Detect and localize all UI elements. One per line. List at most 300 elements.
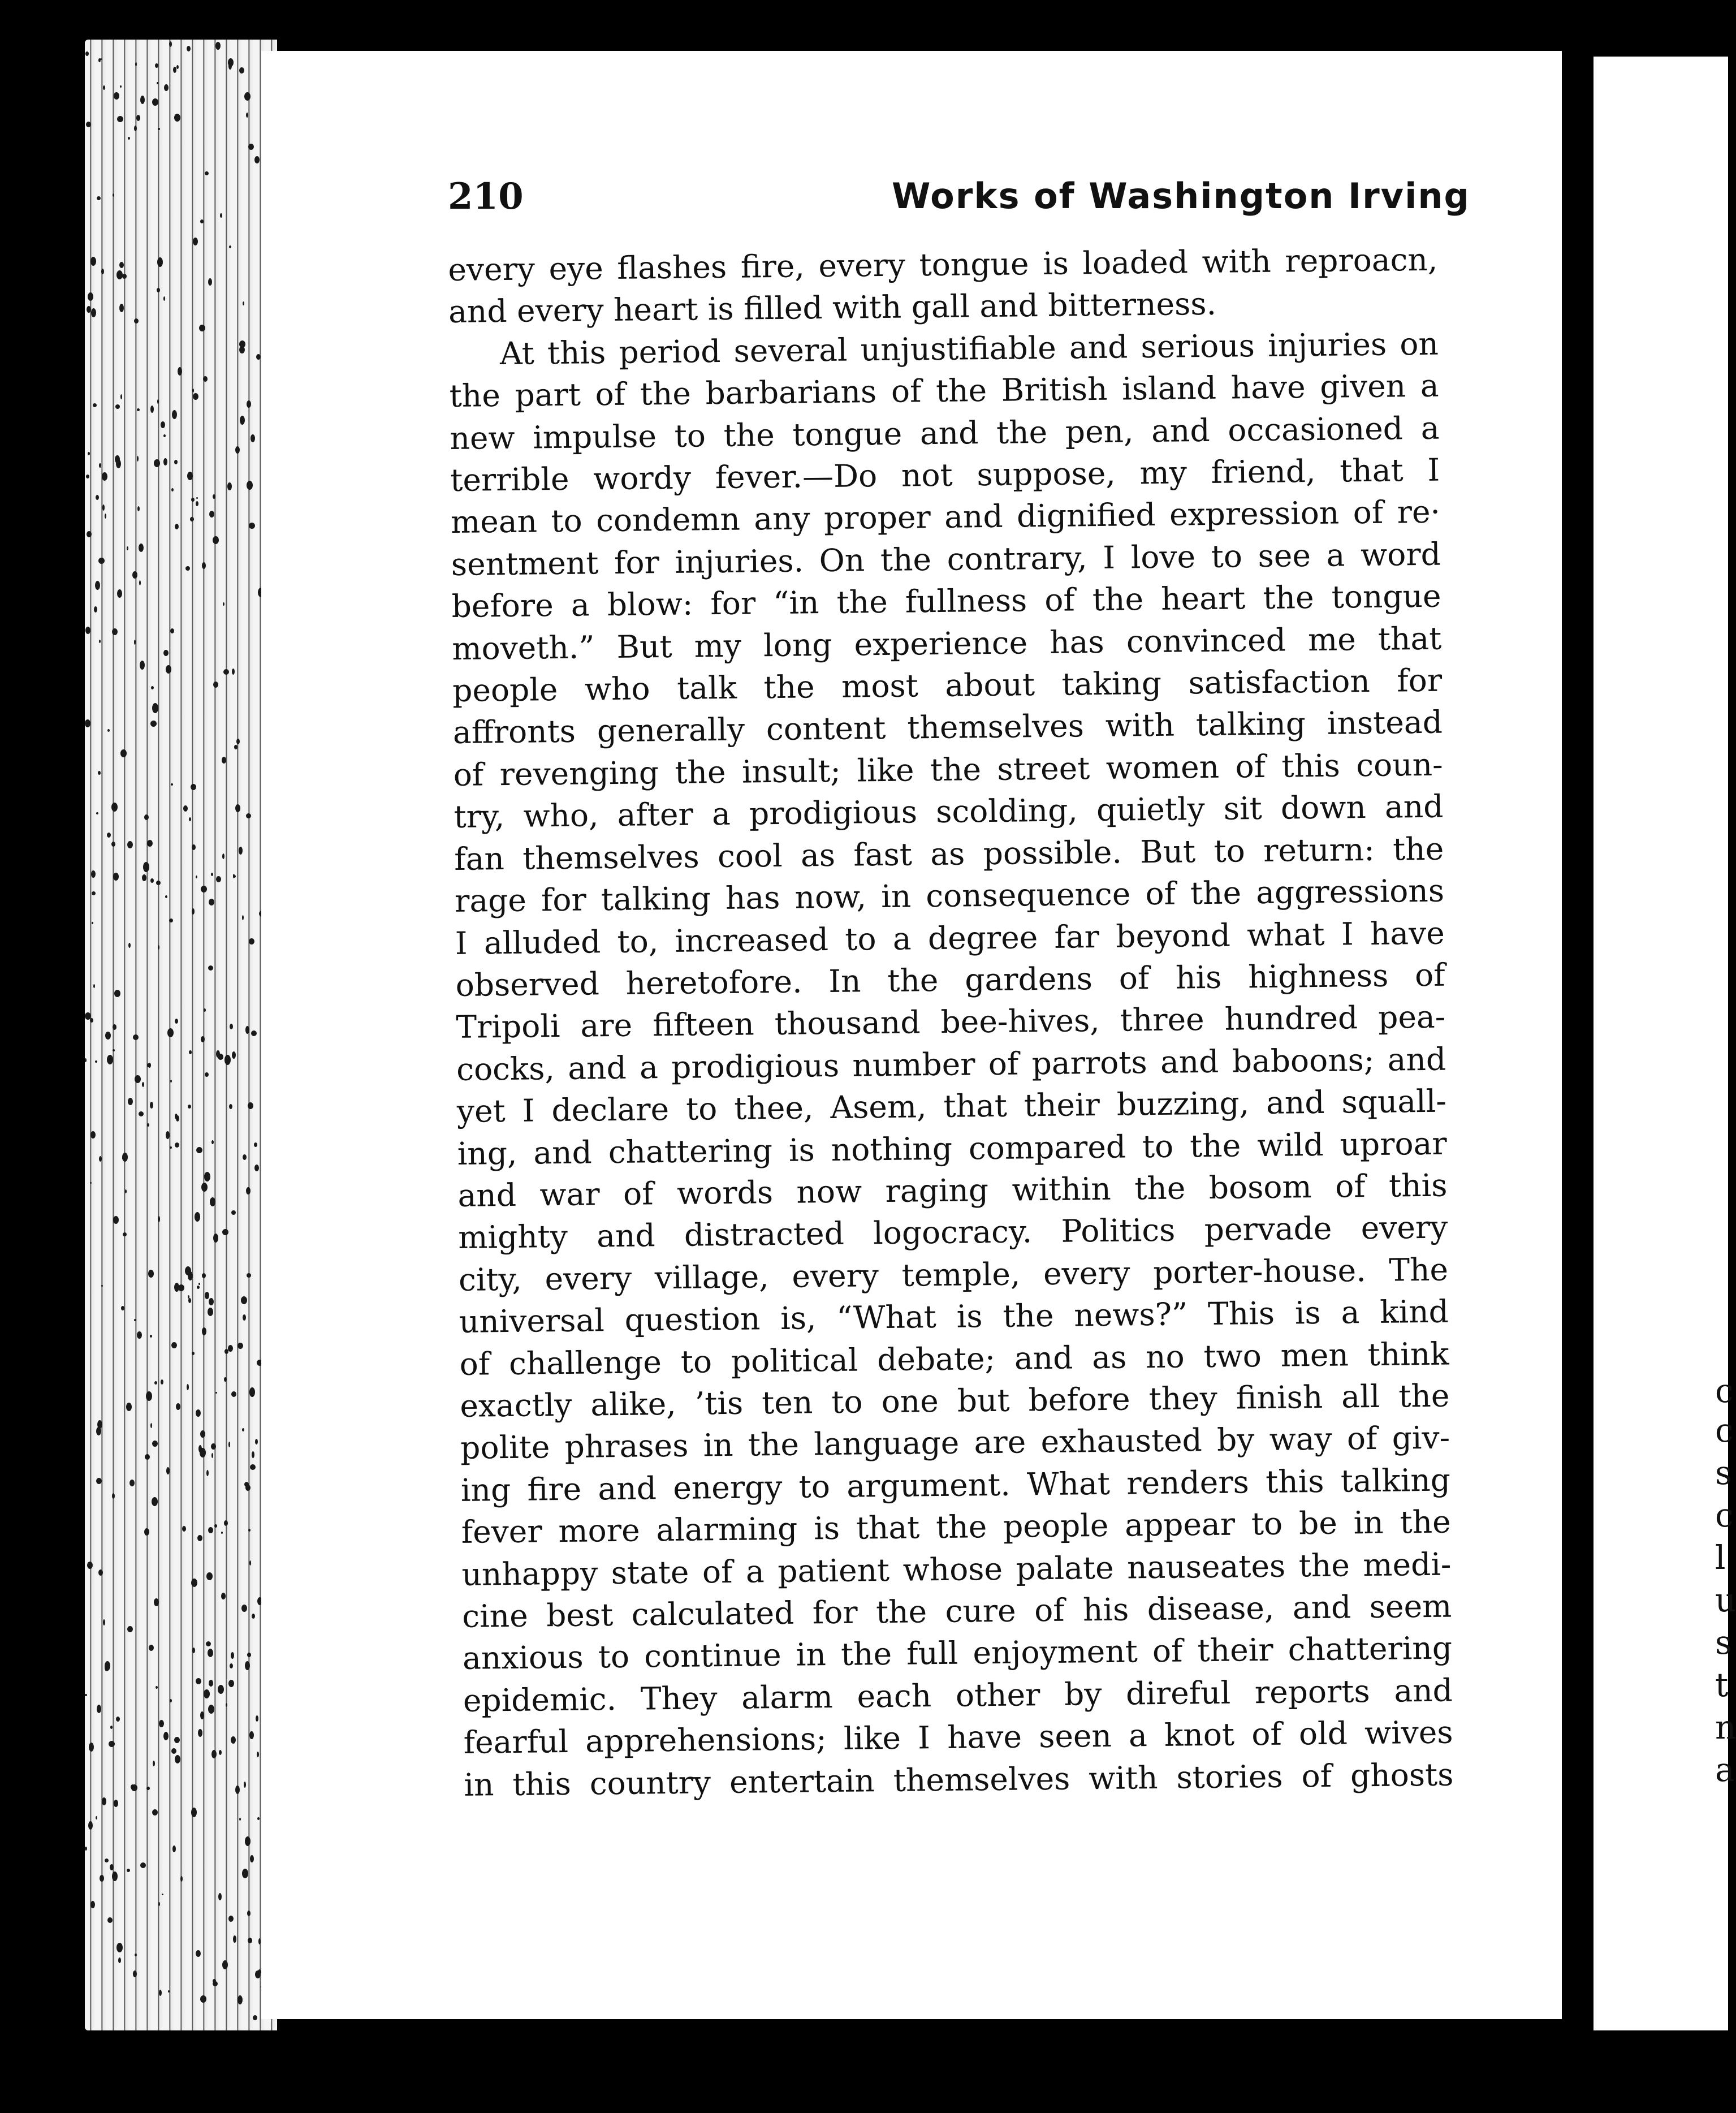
- edge-speck: [152, 703, 158, 713]
- edge-speck: [157, 257, 163, 267]
- edge-speck: [144, 1528, 149, 1536]
- edge-speck: [208, 278, 212, 286]
- edge-speck: [187, 46, 191, 51]
- text-line: fever more alarming is that the people appear to be in the: [461, 1503, 1452, 1551]
- edge-speck: [247, 1273, 251, 1278]
- edge-speck: [258, 1938, 261, 1944]
- edge-speck: [183, 805, 188, 812]
- edge-speck: [88, 1821, 93, 1830]
- edge-speck: [166, 1131, 170, 1139]
- edge-speck: [137, 506, 140, 511]
- edge-speck: [112, 628, 118, 635]
- page-edges: [85, 40, 277, 2030]
- edge-speck: [242, 1428, 244, 1431]
- edge-speck: [99, 640, 101, 643]
- edge-speck: [134, 318, 139, 324]
- edge-speck: [223, 602, 224, 606]
- edge-speck: [140, 1862, 146, 1868]
- edge-speck: [134, 126, 137, 131]
- edge-speck: [220, 213, 222, 218]
- edge-speck: [127, 1626, 133, 1632]
- edge-speck: [249, 1731, 254, 1739]
- edge-speck: [171, 783, 173, 786]
- text-line: ing fire and energy to argument. What renders this talking: [460, 1461, 1451, 1508]
- edge-speck: [222, 1960, 228, 1969]
- edge-speck: [224, 1349, 228, 1354]
- edge-speck: [163, 458, 167, 465]
- text-line: yet I declare to thee, Asem, that their buzzing, and squall-: [456, 1083, 1447, 1130]
- edge-speck: [248, 1102, 253, 1109]
- edge-speck: [166, 665, 171, 674]
- edge-speck: [242, 1869, 248, 1878]
- edge-speck: [155, 63, 158, 68]
- edge-speck: [243, 1314, 246, 1321]
- text-line: mean to condemn any proper and dignified expression of re·: [450, 494, 1441, 541]
- edge-speck: [231, 1210, 236, 1215]
- text-line: moveth.” But my long experience has convinced me that: [452, 620, 1442, 667]
- edge-speck: [246, 113, 248, 118]
- edge-speck: [171, 1342, 177, 1348]
- edge-speck: [191, 498, 195, 502]
- edge-speck: [246, 813, 251, 818]
- facing-page-edge: [1594, 57, 1736, 2030]
- text-line: Tripoli are fifteen thousand bee-hives, three hundred pea-: [456, 998, 1446, 1046]
- text-line: I alluded to, increased to a degree far beyond what I have: [455, 915, 1445, 961]
- edge-speck: [248, 144, 254, 150]
- edge-speck: [118, 1957, 121, 1963]
- edge-speck: [99, 463, 101, 468]
- edge-speck: [147, 1063, 150, 1067]
- edge-speck: [174, 460, 178, 464]
- edge-speck: [102, 472, 107, 481]
- edge-speck: [251, 434, 255, 442]
- edge-speck: [209, 1298, 214, 1305]
- text-line: ing, and chattering is nothing compared to the wild uproar: [457, 1125, 1447, 1172]
- edge-speck: [122, 1153, 128, 1162]
- facing-page-fragment: n: [1715, 1708, 1736, 1747]
- facing-page-fragment: l: [1715, 1538, 1726, 1577]
- edge-speck: [175, 1019, 178, 1024]
- edge-speck: [145, 1454, 150, 1460]
- edge-speck: [191, 1579, 197, 1587]
- edge-speck: [98, 558, 105, 564]
- text-line: the part of the barbarians of the British island have given a: [449, 367, 1439, 415]
- text-line: terrible wordy fever.—Do not suppose, my friend, that I: [450, 451, 1440, 499]
- edge-speck: [117, 589, 122, 598]
- edge-speck: [211, 1443, 216, 1450]
- edge-speck: [192, 908, 195, 915]
- edge-speck: [170, 628, 174, 633]
- edge-speck: [204, 1689, 210, 1698]
- edge-speck: [169, 918, 173, 922]
- edge-speck: [224, 1520, 228, 1526]
- text-line: try, who, after a prodigious scolding, quietly sit down and: [454, 788, 1444, 835]
- edge-speck: [241, 1605, 247, 1612]
- edge-speck: [93, 984, 95, 988]
- edge-speck: [249, 1387, 255, 1397]
- edge-speck: [176, 65, 179, 69]
- edge-speck: [196, 1409, 201, 1417]
- edge-speck: [200, 1995, 206, 2003]
- edge-speck: [196, 1147, 202, 1153]
- edge-speck: [209, 511, 214, 518]
- edge-speck: [85, 1694, 87, 1696]
- edge-speck: [235, 446, 240, 454]
- edge-speck: [122, 274, 127, 279]
- edge-speck: [237, 1343, 243, 1349]
- edge-speck: [223, 669, 229, 675]
- edge-speck: [90, 1901, 95, 1908]
- text-line: observed heretofore. In the gardens of his highness of: [455, 956, 1445, 1003]
- edge-speck: [191, 784, 196, 790]
- edge-speck: [206, 1470, 209, 1476]
- edge-speck: [208, 1705, 214, 1714]
- edge-speck: [215, 42, 221, 50]
- edge-speck: [92, 891, 96, 895]
- edge-speck: [105, 1664, 109, 1671]
- edge-speck: [247, 481, 253, 490]
- edge-speck: [159, 1990, 162, 1996]
- text-line: exactly alike, ’tis ten to one but before they finish all the: [460, 1377, 1450, 1424]
- edge-speck: [119, 262, 124, 268]
- edge-speck: [128, 137, 130, 140]
- edge-speck: [196, 1678, 201, 1684]
- edge-speck: [228, 1442, 230, 1447]
- edge-speck: [113, 1049, 115, 1051]
- edge-speck: [98, 58, 101, 62]
- edge-speck: [210, 1197, 215, 1206]
- edge-speck: [250, 1464, 256, 1470]
- edge-speck: [129, 1480, 135, 1486]
- edge-speck: [229, 1104, 232, 1109]
- edge-speck: [193, 238, 198, 245]
- facing-page-fragment: s: [1715, 1454, 1732, 1492]
- facing-page-fragment: c: [1715, 1411, 1734, 1450]
- edge-speck: [101, 1285, 103, 1287]
- text-line: of revenging the insult; like the street women of this coun-: [453, 746, 1443, 793]
- edge-speck: [174, 1737, 180, 1743]
- edge-speck: [114, 990, 120, 997]
- edge-speck: [187, 1384, 189, 1390]
- text-line: fan themselves cool as fast as possible. But to return: the: [454, 830, 1444, 877]
- edge-speck: [134, 1319, 136, 1321]
- edge-speck: [211, 1750, 217, 1758]
- edge-speck: [239, 847, 243, 855]
- edge-speck: [188, 1105, 191, 1109]
- edge-speck: [162, 1894, 163, 1895]
- edge-speck: [196, 501, 198, 506]
- edge-speck: [241, 1296, 247, 1304]
- edge-speck: [93, 403, 97, 407]
- edge-speck: [222, 1229, 228, 1235]
- edge-speck: [116, 1717, 120, 1722]
- edge-speck: [173, 67, 176, 73]
- edge-speck: [208, 1527, 213, 1533]
- edge-speck: [254, 1165, 259, 1171]
- edge-speck: [120, 749, 127, 757]
- text-line: of challenge to political debate; and as no two men think: [459, 1335, 1449, 1382]
- edge-speck: [237, 1995, 243, 2004]
- edge-speck: [158, 128, 160, 130]
- edge-speck: [144, 814, 149, 820]
- edge-speck: [218, 1054, 223, 1060]
- edge-speck: [97, 1705, 101, 1713]
- edge-speck: [204, 1008, 206, 1012]
- text-line: before a blow: for “in the fullness of the heart the tongue: [451, 577, 1441, 625]
- running-title: Works of Washington Irving: [892, 175, 1470, 217]
- edge-speck: [142, 1082, 144, 1087]
- edge-speck: [214, 1524, 217, 1528]
- edge-speck: [132, 571, 137, 579]
- edge-speck: [203, 376, 208, 382]
- edge-speck: [163, 650, 169, 656]
- edge-speck: [115, 455, 120, 463]
- page-number: 210: [448, 175, 524, 218]
- edge-speck: [137, 456, 139, 462]
- edge-speck: [200, 1711, 204, 1719]
- edge-speck: [192, 389, 194, 393]
- edge-speck: [98, 771, 101, 775]
- edge-speck: [224, 1377, 227, 1382]
- edge-speck: [208, 965, 213, 971]
- edge-speck: [121, 1306, 124, 1310]
- edge-speck: [248, 1938, 252, 1943]
- edge-speck: [213, 1979, 216, 1983]
- edge-speck: [188, 1295, 189, 1299]
- edge-speck: [97, 196, 101, 200]
- edge-speck: [245, 1485, 251, 1491]
- edge-speck: [172, 410, 177, 419]
- edge-speck: [96, 1427, 101, 1435]
- edge-speck: [229, 245, 231, 248]
- edge-speck: [256, 1715, 258, 1722]
- text-line: fearful apprehensions; like I have seen a knot of old wives: [463, 1714, 1453, 1761]
- text-line: and war of words now raging within the bosom of this: [457, 1167, 1448, 1214]
- edge-speck: [154, 459, 160, 467]
- edge-speck: [148, 1270, 154, 1278]
- edge-speck: [134, 640, 136, 645]
- edge-speck: [152, 1809, 158, 1816]
- edge-speck: [107, 1917, 113, 1923]
- edge-speck: [228, 58, 234, 67]
- edge-speck: [88, 452, 90, 455]
- edge-speck: [248, 1529, 251, 1532]
- edge-speck: [127, 1869, 130, 1872]
- text-line: epidemic. They alarm each other by direful reports and: [463, 1672, 1453, 1719]
- edge-speck: [231, 1736, 236, 1744]
- edge-speck: [233, 1935, 236, 1943]
- edge-speck: [196, 1950, 201, 1957]
- edge-speck: [209, 899, 214, 905]
- edge-speck: [112, 1493, 115, 1499]
- edge-speck: [105, 1858, 109, 1862]
- edge-speck: [113, 1216, 119, 1224]
- edge-speck: [243, 301, 244, 305]
- edge-speck: [150, 406, 154, 413]
- text-line: new impulse to the tongue and the pen, and occasioned a: [450, 409, 1440, 456]
- edge-speck: [206, 1572, 213, 1580]
- edge-speck: [221, 1532, 223, 1534]
- edge-speck: [157, 82, 158, 84]
- edge-speck: [235, 1786, 240, 1794]
- edge-speck: [232, 1051, 236, 1059]
- edge-speck: [116, 1943, 123, 1952]
- edge-speck: [232, 669, 235, 675]
- edge-speck: [170, 1699, 172, 1702]
- edge-speck: [206, 1641, 211, 1646]
- edge-speck: [85, 1058, 87, 1062]
- edge-speck: [99, 1156, 102, 1162]
- edge-speck: [235, 804, 240, 812]
- edge-speck: [199, 325, 205, 331]
- edge-speck: [205, 1072, 209, 1077]
- edge-speck: [185, 1266, 191, 1275]
- edge-speck: [90, 1182, 92, 1184]
- edge-speck: [249, 938, 254, 945]
- edge-speck: [245, 1661, 250, 1670]
- edge-speck: [213, 1234, 218, 1243]
- edge-speck: [228, 1680, 234, 1687]
- edge-speck: [196, 876, 197, 878]
- edge-speck: [92, 922, 93, 924]
- edge-speck: [249, 1560, 251, 1566]
- edge-speck: [150, 1423, 152, 1428]
- edge-speck: [252, 1614, 255, 1619]
- edge-speck: [175, 1755, 180, 1763]
- facing-page-fragment: c: [1715, 1372, 1734, 1410]
- edge-speck: [149, 1645, 154, 1651]
- edge-speck: [254, 156, 260, 163]
- edge-speck: [161, 421, 165, 428]
- edge-speck: [209, 1680, 213, 1687]
- edge-speck: [224, 1055, 231, 1065]
- text-line: universal question is, “What is the news?” This is a kind: [459, 1293, 1449, 1340]
- edge-speck: [222, 853, 224, 859]
- edge-speck: [85, 719, 90, 727]
- edge-speck: [190, 517, 194, 521]
- edge-speck: [170, 1080, 172, 1083]
- edge-speck: [139, 580, 141, 585]
- edge-speck: [85, 627, 90, 634]
- edge-speck: [219, 1750, 222, 1755]
- edge-speck: [221, 1593, 226, 1599]
- text-line: affronts generally content themselves with talking instead: [452, 704, 1443, 751]
- edge-speck: [120, 394, 122, 399]
- edge-speck: [227, 482, 232, 490]
- facing-page-fragment: s: [1715, 1623, 1732, 1662]
- edge-speck: [176, 1403, 180, 1410]
- edge-speck: [222, 757, 226, 764]
- edge-speck: [87, 531, 92, 537]
- edge-speck: [163, 1732, 169, 1740]
- edge-speck: [252, 1451, 254, 1458]
- edge-speck: [96, 1816, 97, 1819]
- edge-speck: [85, 1847, 87, 1851]
- text-line: and every heart is filled with gall and bitterness.: [448, 286, 1217, 330]
- edge-speck: [101, 269, 104, 274]
- edge-speck: [239, 1818, 241, 1821]
- edge-speck: [150, 1102, 153, 1109]
- edge-speck: [105, 1032, 111, 1040]
- text-line: unhappy state of a patient whose palate nauseates the medi-: [461, 1546, 1452, 1593]
- edge-speck: [156, 881, 161, 885]
- edge-speck: [257, 1752, 259, 1757]
- edge-speck: [193, 393, 198, 400]
- edge-speck: [239, 346, 245, 353]
- edge-speck: [249, 523, 255, 529]
- edge-speck: [192, 1648, 195, 1653]
- edge-speck: [154, 1381, 157, 1385]
- text-line: polite phrases in the language are exhausted by way of giv-: [460, 1419, 1450, 1467]
- edge-speck: [175, 1142, 179, 1148]
- edge-speck: [208, 1308, 213, 1316]
- edge-speck: [188, 1298, 191, 1303]
- edge-speck: [226, 1703, 227, 1707]
- edge-speck: [211, 1453, 213, 1458]
- edge-speck: [107, 1055, 113, 1064]
- edge-speck: [175, 524, 179, 529]
- edge-speck: [95, 581, 100, 590]
- edge-speck: [250, 1855, 254, 1862]
- edge-speck: [114, 92, 119, 100]
- edge-speck: [233, 874, 235, 878]
- edge-speck: [215, 1392, 217, 1394]
- edge-speck: [127, 841, 133, 848]
- text-line: people who talk the most about taking satisfaction for: [452, 662, 1443, 709]
- edge-speck: [152, 98, 158, 106]
- edge-speck: [195, 1212, 200, 1222]
- edge-speck: [242, 915, 244, 920]
- edge-speck: [135, 62, 137, 66]
- text-line: city, every village, every temple, every porter-house. The: [458, 1251, 1449, 1298]
- edge-speck: [87, 306, 91, 313]
- edge-speck: [246, 1187, 251, 1195]
- edge-speck: [125, 1189, 127, 1193]
- edge-speck: [192, 1352, 195, 1355]
- edge-speck: [128, 943, 131, 948]
- edge-speck: [228, 1345, 233, 1352]
- text-line: mighty and distracted logocracy. Politics pervade every: [457, 1209, 1448, 1256]
- edge-speck: [91, 308, 96, 317]
- edge-speck: [110, 1726, 113, 1729]
- edge-speck: [172, 1845, 176, 1852]
- edge-speck: [127, 546, 128, 550]
- edge-speck: [85, 1012, 91, 1020]
- edge-speck: [211, 873, 213, 876]
- edge-speck: [150, 878, 154, 883]
- edge-speck: [96, 495, 99, 500]
- edge-speck: [236, 739, 240, 744]
- edge-speck: [161, 1379, 163, 1385]
- edge-speck: [150, 1335, 152, 1338]
- edge-speck: [156, 1686, 158, 1689]
- edge-speck: [247, 1653, 251, 1657]
- edge-speck: [87, 1562, 93, 1569]
- edge-speck: [192, 844, 196, 850]
- edge-speck: [205, 1292, 209, 1299]
- edge-speck: [112, 1871, 118, 1881]
- edge-speck: [201, 886, 207, 892]
- edge-speck: [86, 122, 91, 127]
- edge-speck: [169, 41, 172, 47]
- edge-speck: [150, 721, 157, 727]
- edge-speck: [88, 292, 93, 301]
- edge-speck: [198, 1729, 202, 1737]
- edge-speck: [163, 296, 165, 301]
- edge-speck: [111, 842, 115, 847]
- edge-speck: [187, 472, 193, 480]
- edge-speck: [117, 116, 123, 122]
